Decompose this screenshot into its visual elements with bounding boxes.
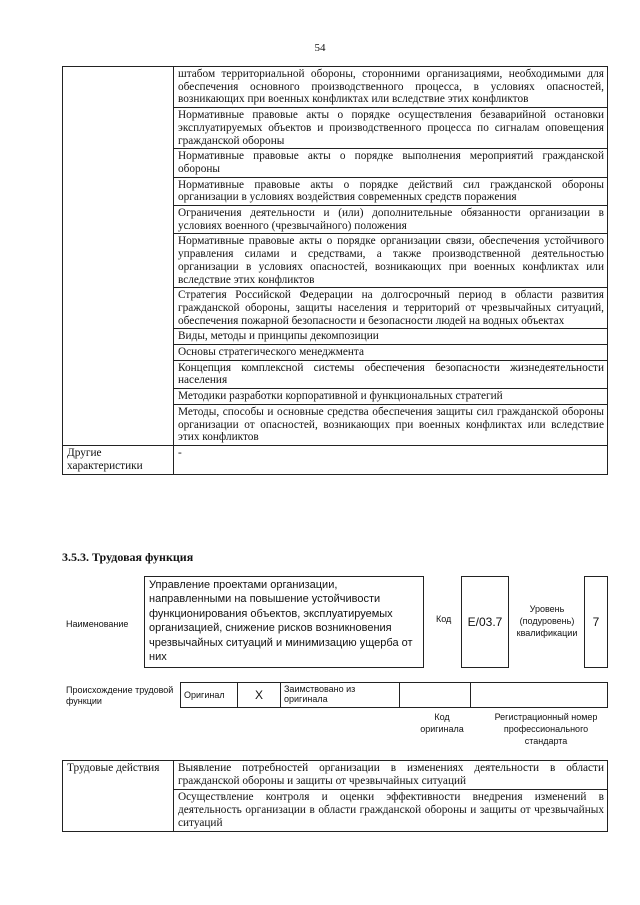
table-cell: Нормативные правовые акты о порядке организации связи, обеспечения устойчивого управления силами и средствами, а также производственной деятельностью организации в условиях опасностей, возникающих при военных конфликтах или вследствие этих конфликтов [174,234,608,288]
table-cell: Осуществление контроля и оценки эффективности внедрения изменений в деятельность организации в области гражданской обороны и защиты от чрезвычайных ситуаций [174,790,608,832]
table-cell: Методы, способы и основные средства обеспечения защиты сил гражданской обороны организации от опасностей, возникающих при военных конфликтах или вследствие этих конфликтов [174,404,608,445]
table-cell: Нормативные правовые акты о порядке действий сил гражданской обороны организации в условиях воздействия современных средств поражения [174,177,608,205]
section-heading: 3.5.3. Трудовая функция [62,550,194,564]
table-cell: Методики разработки корпоративной и функциональных стратегий [174,389,608,405]
code-original-label: Код оригинала [420,712,464,734]
level-label: Уровень (подуровень) квалификации [516,604,578,638]
table-cell: Нормативные правовые акты о порядке осуществления безаварийной остановки эксплуатируемых объектов и производственного процесса по сигналам оповещения гражданской обороны [174,108,608,149]
table-cell-empty [63,67,174,446]
code-label: Код [436,614,452,624]
reg-number-cell [471,683,608,708]
labor-actions-label: Трудовые действия [63,761,174,832]
page-number: 54 [314,42,326,54]
origin-table [180,682,608,708]
function-name-box: Управление проектами организации, направленными на повышение устойчивости функционирования объектов, эксплуатируемых организацией, снижение рисков возникновения чрезвычайных ситуаций и минимизацию ущерба от них [144,576,424,668]
table-row [63,445,608,474]
table-row [63,67,608,108]
table-row [181,683,608,708]
code-value-box: Е/03.7 [461,576,509,668]
labor-actions-table [62,760,608,832]
table-cell: штабом территориальной обороны, сторонними организациями, необходимыми для обеспечения основного производственного процесса, в условиях опасностей, возникающих при военных конфликтах или вследствие этих конфликтов [174,67,608,108]
level-value-box: 7 [584,576,608,668]
table-row [63,761,608,790]
table-cell: Виды, методы и принципы декомпозиции [174,329,608,345]
reg-number-label: Регистрационный номер профессионального стандарта [494,712,598,746]
table-cell: Концепция комплексной системы обеспечения безопасности жизнедеятельности населения [174,360,608,388]
borrowed-label: Заимствовано из оригинала [281,683,400,708]
code-original-cell [400,683,471,708]
table-cell: Нормативные правовые акты о порядке выполнения мероприятий гражданской обороны [174,149,608,177]
table-cell: Основы стратегического менеджмента [174,345,608,361]
table-cell: Стратегия Российской Федерации на долгосрочный период в области развития гражданской обороны, защиты населения и территорий от чрезвычайных ситуаций, обеспечения пожарной безопасности и безопасности людей на водных объектах [174,288,608,329]
origin-label: Происхождение трудовой функции [66,685,174,706]
table-cell: Ограничения деятельности и (или) дополнительные обязанности организации в условиях военного (чрезвычайного) положения [174,206,608,234]
table-cell: Выявление потребностей организации в изменениях деятельности в области гражданской обороны и защиты от чрезвычайных ситуаций [174,761,608,790]
original-label: Оригинал [181,683,238,708]
knowledge-table [62,66,608,475]
other-characteristics-value: - [174,445,608,474]
other-characteristics-label: Другие характеристики [63,445,174,474]
name-label: Наименование [66,619,129,629]
original-mark: X [238,683,281,708]
